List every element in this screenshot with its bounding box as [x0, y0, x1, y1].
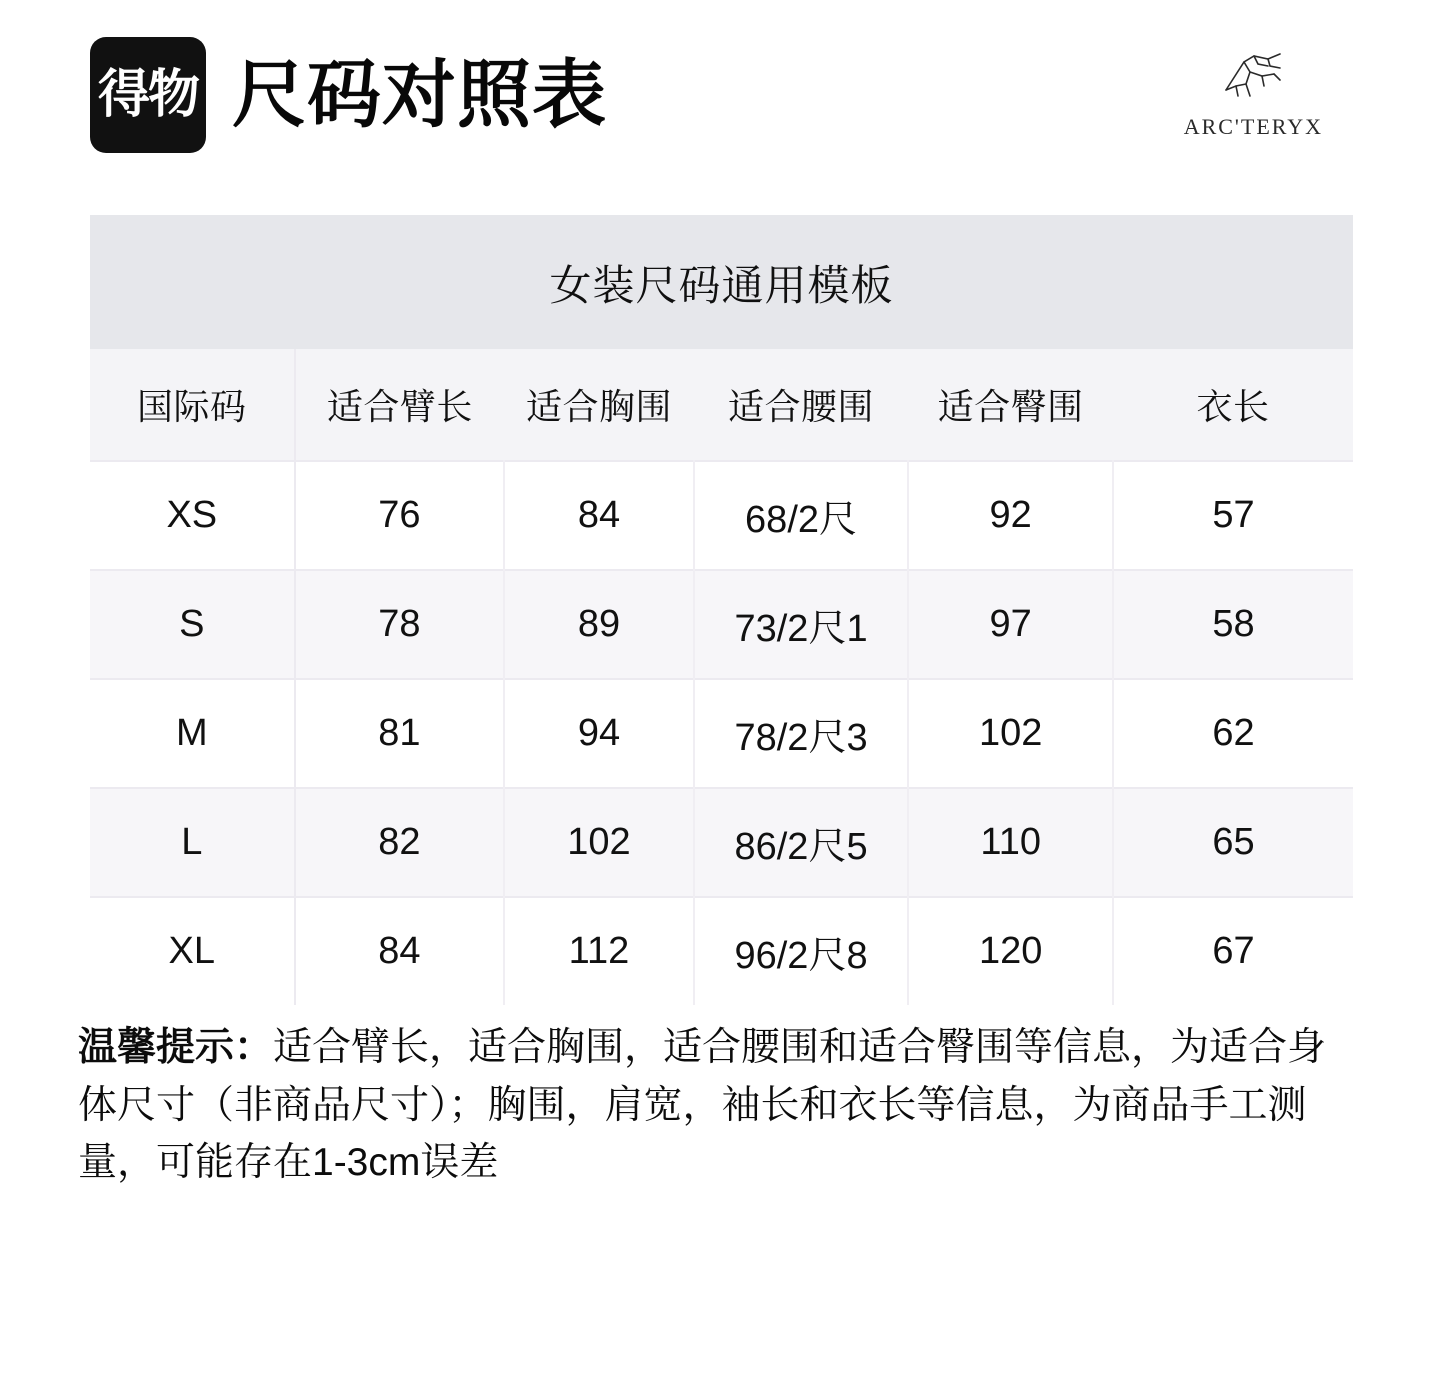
cell-length: 58	[1113, 570, 1353, 679]
cell-size: M	[90, 679, 295, 788]
table-row	[90, 788, 1353, 897]
brand-logo-text: ARC'TERYX	[1183, 114, 1323, 139]
size-table-section	[90, 215, 1353, 1005]
cell-bust: 112	[504, 897, 693, 1005]
arcteryx-bird-icon	[1210, 50, 1296, 110]
column-header: 国际码	[90, 349, 295, 461]
brand-badge-label: 得物	[97, 65, 198, 125]
cell-size: S	[90, 570, 295, 679]
size-table	[90, 349, 1353, 1005]
table-row	[90, 461, 1353, 570]
cell-length: 65	[1113, 788, 1353, 897]
page-title: 尺码对照表	[232, 53, 607, 136]
table-header-row	[90, 349, 1353, 461]
cell-bust: 84	[504, 461, 693, 570]
cell-length: 57	[1113, 461, 1353, 570]
cell-waist: 86/2尺5	[694, 788, 909, 897]
cell-size: XS	[90, 461, 295, 570]
cell-waist: 73/2尺1	[694, 570, 909, 679]
column-header: 适合臂长	[295, 349, 505, 461]
cell-hip: 120	[908, 897, 1113, 1005]
cell-arm: 84	[295, 897, 505, 1005]
brand-badge	[90, 37, 206, 153]
note-section	[78, 1019, 1365, 1192]
cell-hip: 110	[908, 788, 1113, 897]
page-header	[0, 0, 1443, 160]
cell-bust: 89	[504, 570, 693, 679]
note-text: 适合臂长，适合胸围，适合腰围和适合臀围等信息，为适合身体尺寸（非商品尺寸）；胸围，肩宽，袖长和衣长等信息，为商品手工测量，可能存在1-3cm误差	[78, 1026, 1327, 1185]
table-row	[90, 679, 1353, 788]
cell-arm: 82	[295, 788, 505, 897]
cell-hip: 92	[908, 461, 1113, 570]
column-header: 适合腰围	[694, 349, 909, 461]
note-label: 温馨提示：	[78, 1026, 274, 1069]
cell-waist: 68/2尺	[694, 461, 909, 570]
column-header: 衣长	[1113, 349, 1353, 461]
cell-arm: 76	[295, 461, 505, 570]
cell-hip: 102	[908, 679, 1113, 788]
cell-waist: 96/2尺8	[694, 897, 909, 1005]
cell-size: XL	[90, 897, 295, 1005]
cell-waist: 78/2尺3	[694, 679, 909, 788]
cell-length: 67	[1113, 897, 1353, 1005]
column-header: 适合臀围	[908, 349, 1113, 461]
cell-length: 62	[1113, 679, 1353, 788]
cell-size: L	[90, 788, 295, 897]
cell-bust: 94	[504, 679, 693, 788]
brand-logo	[1184, 50, 1353, 140]
cell-hip: 97	[908, 570, 1113, 679]
table-row	[90, 570, 1353, 679]
cell-arm: 81	[295, 679, 505, 788]
size-table-caption: 女装尺码通用模板	[90, 215, 1353, 349]
cell-arm: 78	[295, 570, 505, 679]
column-header: 适合胸围	[504, 349, 693, 461]
table-row	[90, 897, 1353, 1005]
cell-bust: 102	[504, 788, 693, 897]
